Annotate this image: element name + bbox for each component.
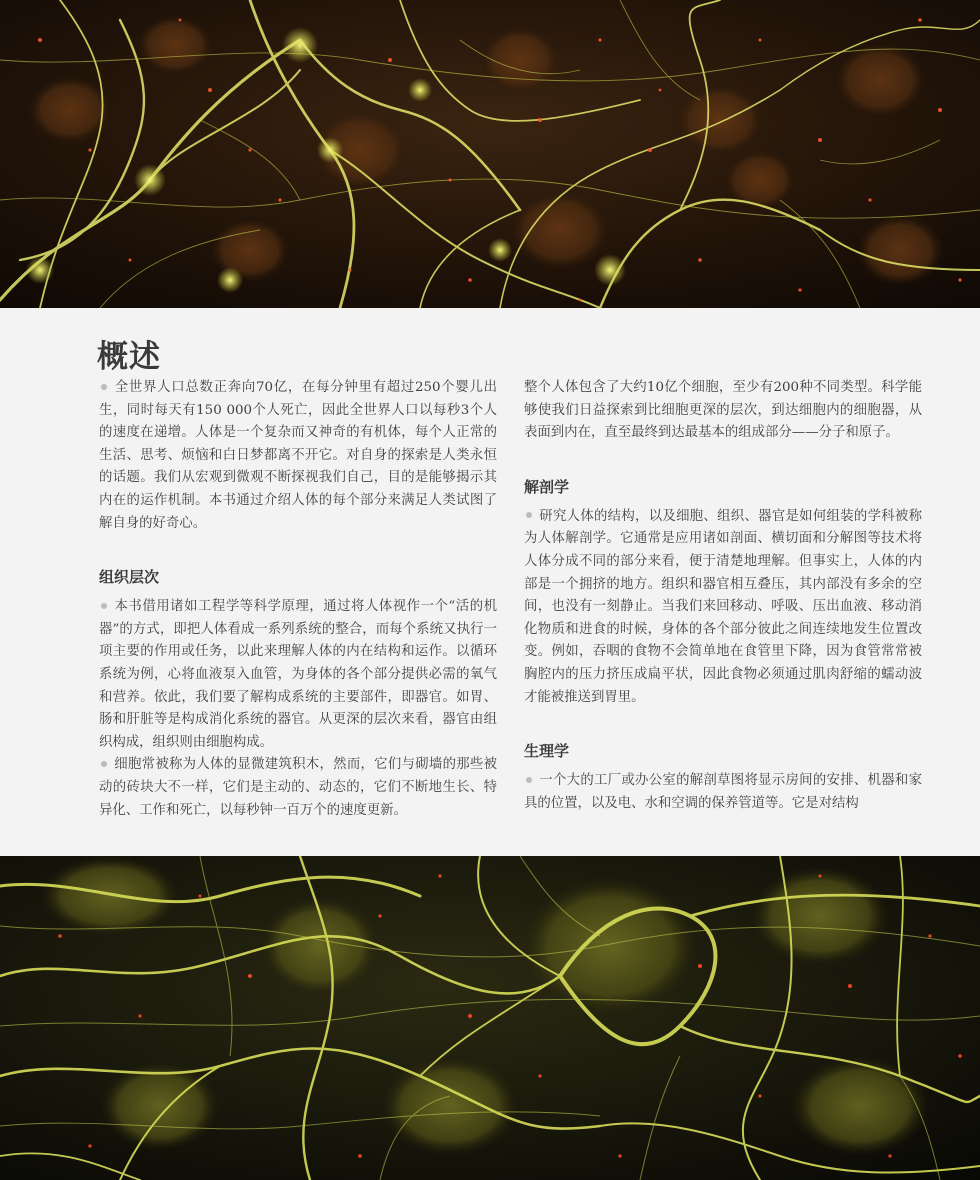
bullet-icon	[526, 512, 532, 518]
bullet-icon	[526, 777, 532, 783]
neuron-micrograph-top	[0, 0, 980, 308]
continuation-paragraph: 整个人体包含了大约10亿个细胞，至少有200种不同类型。科学能够使我们日益探索到比细胞更深的层次，到达细胞内的细胞器，从表面到内在，直至最终到达最基本的组成部分——分子和原子。	[524, 380, 922, 441]
section-heading-levels: 组织层次	[99, 568, 160, 587]
left-column	[99, 377, 497, 822]
bullet-icon	[101, 761, 107, 767]
neuron-micrograph-bottom	[0, 856, 980, 1180]
bullet-icon	[101, 384, 107, 390]
levels-paragraph-1: 本书借用诸如工程学等科学原理，通过将人体视作一个“活的机器”的方式，即把人体看成一系列系统的整合，而每个系统又执行一项主要的作用或任务，以此来理解人体的内在结构和运作。以循环系统为例，心将血液泵入血管，为身体的各个部分提供必需的氧气和营养。依此，我们要了解构成系统的主要部件，即器官。如胃、肠和肝脏等是构成消化系统的器官。从更深的层次来看，器官由组织构成，组织则由细胞构成。	[99, 599, 497, 750]
page-title: 概述	[97, 339, 161, 375]
physiology-paragraph: 一个大的工厂或办公室的解剖草图将显示房间的安排、机器和家具的位置，以及电、水和空调的保养管道等。它是对结构	[524, 773, 922, 811]
bullet-icon	[101, 603, 107, 609]
section-heading-physiology: 生理学	[524, 742, 570, 761]
anatomy-paragraph: 研究人体的结构，以及细胞、组织、器官是如何组装的学科被称为人体解剖学。它通常是应用诸如剖面、横切面和分解图等技术将人体分成不同的部分来看，便于清楚地理解。但事实上，人体的内部是一个拥挤的地方。组织和器官相互叠压，其内部没有多余的空间，也没有一刻静止。当我们来回移动、呼吸、压出血液、移动消化物质和进食的时候，身体的各个部分彼此之间连续地发生位置改变。例如，吞咽的食物不会简单地在食管里下降，因为食管常常被胸腔内的压力挤压成扁平状，因此食物必须通过肌肉舒缩的蠕动波才能被推送到胃里。	[524, 508, 922, 705]
intro-paragraph: 全世界人口总数正奔向70亿，在每分钟里有超过250个婴儿出生，同时每天有150 000个人死亡，因此全世界人口以每秒3个人的速度在递增。人体是一个复杂而又神奇的有机体，每个人正常的生活、思考、烦恼和白日梦都离不开它。对自身的探索是人类永恒的话题。我们从宏观到微观不断探视我们自己，目的是能够揭示其内在的运作机制。本书通过介绍人体的每个部分来满足人类试图了解自身的好奇心。	[99, 380, 497, 531]
levels-paragraph-2: 细胞常被称为人体的显微建筑积木，然而，它们与砌墙的那些被动的砖块大不一样，它们是主动的、动态的，它们不断地生长、特异化、工作和死亡，以每秒钟一百万个的速度更新。	[99, 757, 497, 818]
section-heading-anatomy: 解剖学	[524, 477, 570, 496]
right-column	[524, 377, 922, 815]
